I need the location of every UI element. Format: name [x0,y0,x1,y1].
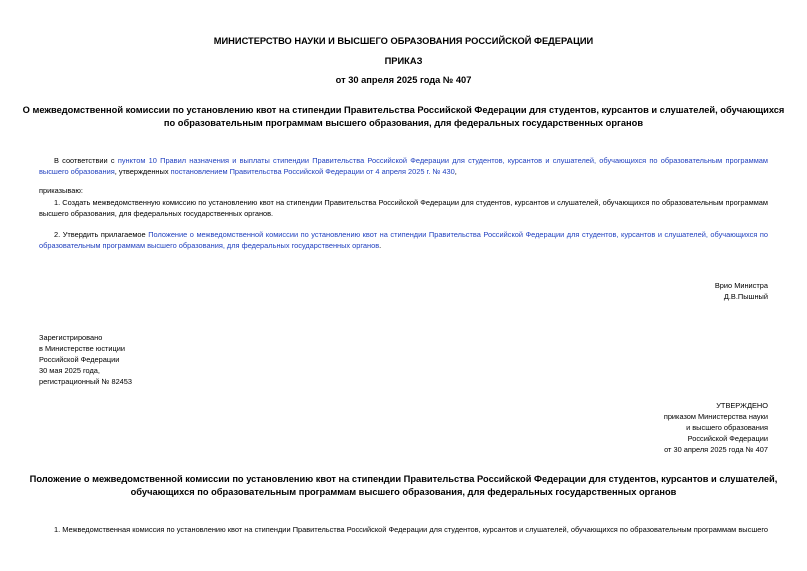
order-date-number: от 30 апреля 2025 года № 407 [335,75,472,85]
approval-line: от 30 апреля 2025 года № 407 [664,444,768,454]
preamble-paragraph [39,155,768,177]
order-word: приказываю: [39,186,83,195]
rules-link[interactable]: пунктом 10 Правил назначения и выплаты стипендии Правительства Российской Федерации для студентов, курсантов и слушателей, обучающихся по образовательным программам высшего образования [39,156,768,176]
registration-line: регистрационный № 82453 [39,376,133,386]
signature-block [715,281,768,303]
order-title-line-1: О межведомственной комиссии по установлению квот на стипендии Правительства Российской Федерации для студентов, курсантов и слушателей, обучающихся [22,105,785,115]
regulation-title [0,473,807,498]
approval-heading: УТВЕРЖДЕНО [716,401,768,410]
regulation-title-line-2: обучающихся по образовательным программам высшего образования, для федеральных государственных органов [130,486,677,497]
preamble-intro: В соответствии с [54,156,118,165]
signature-name: Д.В.Пышный [723,291,768,301]
registration-line: Российской Федерации [39,354,120,364]
signature-position: Врио Министра [714,281,768,290]
registration-line: в Министерстве юстиции [39,343,126,353]
order-item-2 [39,229,768,251]
regulation-link[interactable]: Положение о межведомственной комиссии по установлению квот на стипендии Правительства Российской Федерации для студентов, курсантов и слушателей, обучающихся по образовательным программам высшего образования, для федеральных государственных органов [39,230,768,250]
regulation-item-1: 1. Межведомственная комиссия по установлению квот на стипендии Правительства Российской Федерации для студентов, курсантов и слушателей, обучающихся по образовательным программам высшего [54,525,768,534]
doc-type: ПРИКАЗ [384,56,423,66]
resolution-link[interactable]: постановлением Правительства Российской Федерации от 4 апреля 2025 г. № 430 [170,167,455,176]
order-title [0,104,807,129]
approval-line: и высшего образования [686,422,768,432]
approval-block [664,401,768,456]
item2-end: . [379,241,382,250]
preamble-middle: , утвержденных [114,167,171,176]
approval-line: приказом Министерства науки [663,411,768,421]
registration-line: Зарегистрировано [39,333,103,342]
approval-line: Российской Федерации [687,433,768,443]
item2-prefix: 2. Утвердить прилагаемое [54,230,149,239]
regulation-title-line-1: Положение о межведомственной комиссии по установлению квот на стипендии Правительства Российской Федерации для студентов, курсантов и слушателей, [29,474,778,484]
preamble-end: , [454,167,457,176]
registration-block [39,333,132,388]
order-item-1: 1. Создать межведомственную комиссию по установлению квот на стипендии Правительства Российской Федерации для студентов, курсантов и слушателей, обучающихся по образовательным программам высшего образования, для федеральных государственных органов. [39,198,768,218]
registration-line: 30 мая 2025 года, [39,365,100,375]
ministry-heading: МИНИСТЕРСТВО НАУКИ И ВЫСШЕГО ОБРАЗОВАНИЯ РОССИЙСКОЙ ФЕДЕРАЦИИ [213,36,594,46]
order-title-line-2: по образовательным программам высшего образования, для федеральных государственных органов [163,117,644,128]
